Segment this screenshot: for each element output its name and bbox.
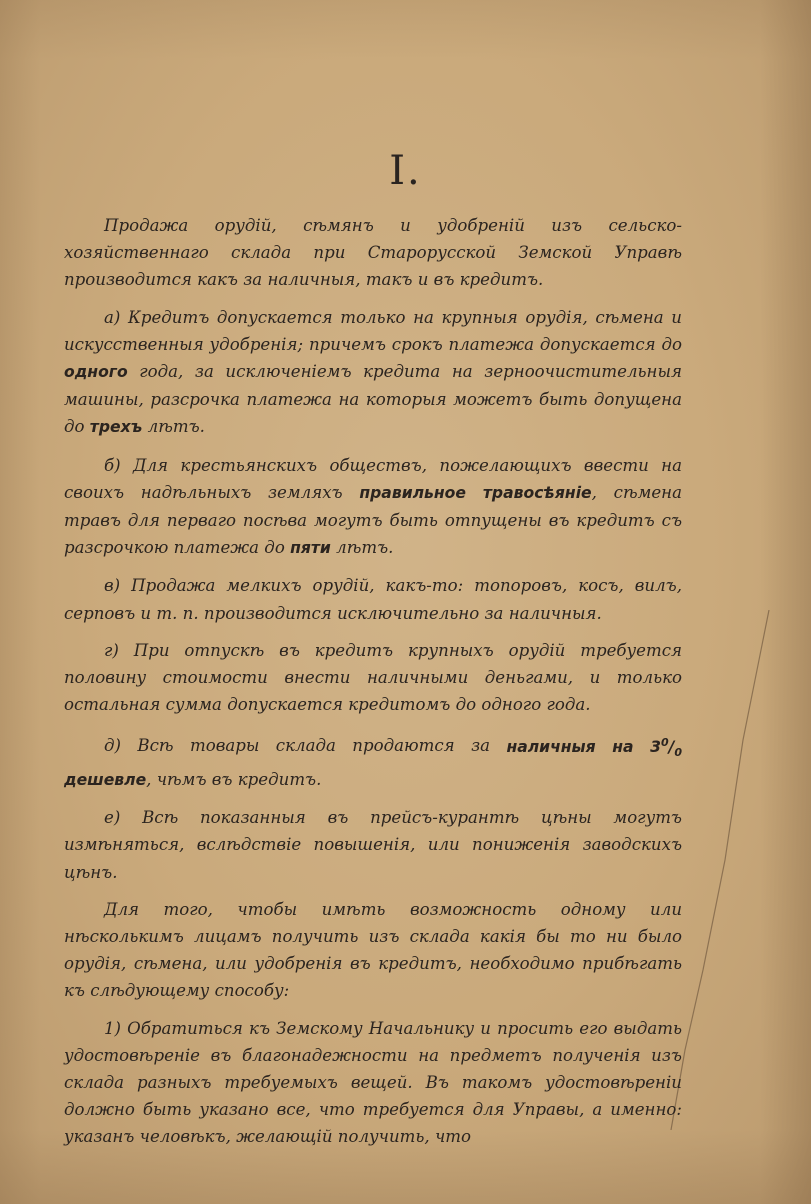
paragraph-b: [64, 452, 682, 563]
text: , сѣмена травъ для перваго посѣва могутъ быть отпущены въ кредитъ съ разсрочкою платежа до: [64, 482, 682, 558]
paragraph-procedure: [64, 896, 682, 1005]
text: 1) Обратиться къ Земскому Начальнику и просить его выдать удостовѣреніе въ благонадежности на предметъ полученія изъ склада разныхъ требуемыхъ вещей. Въ такомъ удостовѣреніи должно быть указано все, что требуется для Управы, а именно: указанъ человѣкъ, желающій получить, что: [64, 1018, 682, 1147]
paragraph-e: [64, 804, 682, 886]
paragraph-1: [64, 1015, 682, 1151]
paragraph-g: [64, 637, 682, 719]
paragraph-a: [64, 304, 682, 442]
text: лѣтъ.: [330, 538, 394, 558]
paragraph-intro: [64, 212, 682, 294]
text: лѣтъ.: [142, 417, 205, 437]
bold-term: правильное травосѣяніе: [359, 483, 592, 502]
percent-sup: 0: [660, 735, 669, 749]
text: года, за исключеніемъ кредита на зерноочистительныя машины, разсрочка платежа на которыя можетъ быть допущена до: [64, 362, 682, 437]
text: а) Кредитъ допускается только на крупныя орудія, сѣмена и искусственныя удобренія; причемъ срокъ платежа допускается до: [64, 307, 682, 354]
page-heading: I.: [389, 148, 422, 194]
text: г) При отпускѣ въ кредитъ крупныхъ орудій требуется половину стоимости внести наличными деньгами, и только остальная сумма допускается кредитомъ до одного года.: [64, 640, 682, 715]
text: д) Всѣ товары склада продаются за: [104, 736, 507, 756]
text: , чѣмъ въ кредитъ.: [146, 769, 322, 789]
percent-sub: 0: [674, 745, 682, 759]
bold-text: дешевле: [64, 770, 147, 789]
text: Для того, чтобы имѣть возможность одному или нѣсколькимъ лицамъ получить изъ склада какія бы то ни было орудія, сѣмена, или удобренія въ кредитъ, необходимо прибѣгать къ слѣдующему способу:: [64, 899, 682, 1001]
paragraph-d: [64, 728, 682, 794]
text: в) Продажа мелкихъ орудій, какъ-то: топоровъ, косъ, вилъ, серповъ и т. п. производится исключительно за наличныя.: [64, 576, 682, 623]
percent-slash: /: [668, 737, 675, 756]
bold-text: наличныя на 3: [506, 737, 661, 756]
paragraph-v: [64, 572, 682, 626]
bold-term: одного: [64, 363, 128, 382]
text: б) Для крестьянскихъ обществъ, пожелающихъ ввести на своихъ надѣльныхъ земляхъ: [64, 455, 682, 502]
bold-term: пяти: [290, 539, 331, 558]
text: е) Всѣ показанныя въ прейсъ-курантѣ цѣны могутъ измѣняться, вслѣдствіе повышенія, или пониженія заводскихъ цѣнъ.: [64, 808, 682, 882]
bold-term: трехъ: [89, 418, 143, 437]
intro-text: Продажа орудій, сѣмянъ и удобреній изъ сельско-хозяйственнаго склада при Старорусской Земской Управѣ производится какъ за наличныя, такъ и въ кредитъ.: [64, 216, 682, 290]
document-body: [64, 212, 682, 1161]
